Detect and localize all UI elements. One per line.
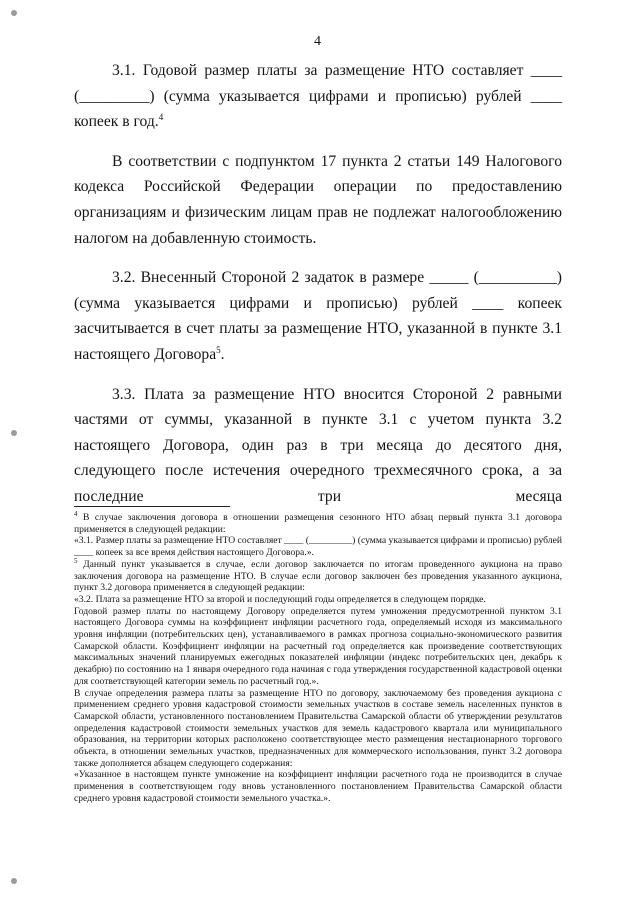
paragraph-3-2-text: 3.2. Внесенный Стороной 2 задаток в размере _____ (__________) (сумма указывается цифрами и прописью) рублей ____ копеек засчитывается в счет платы за размещение НТО, указанной в пункте 3.1 настоящего Договора xyxy=(74,269,562,363)
footnotes xyxy=(74,509,562,805)
footnote-separator xyxy=(74,506,230,507)
footnote-5-quote-2: Годовой размер платы по настоящему Договору определяется путем умножения предусмотренной пунктом 3.1 настоящего Договора суммы на коэффициент инфляции расчетного года, определяемый исходя из максимального уровня инфляции (потребительских цен), устанавливаемого в рамках прогноза социально-экономического развития Самарской области. Коэффициент инфляции на расчетный год определяется как произведение соответствующих максимальных значений планируемых ежегодных показателей инфляции (индекс потребительских цен, декабрь к декабрю) по состоянию на 1 января очередного года начиная с года утверждения государственной кадастровой оценки для соответствующей категории земель по расчетный год.». xyxy=(74,605,562,687)
footnote-5 xyxy=(74,556,562,594)
paragraph-3-2 xyxy=(74,265,562,367)
paragraph-3-2-end: . xyxy=(220,345,225,363)
paragraph-3-1-text: 3.1. Годовой размер платы за размещение НТО составляет ____ (_________) (сумма указывается цифрами и прописью) рублей ____ копеек в год. xyxy=(74,62,562,131)
punch-hole-middle xyxy=(11,430,17,436)
punch-hole-bottom xyxy=(11,878,17,884)
footnote-5-quote-3: В случае определения размера платы за размещение НТО по договору, заключаемому без проведения аукциона с применением среднего уровня кадастровой стоимости земельных участков в составе земель населенных пунктов в Самарской области, установленного постановлением Правительства Самарской области об утверждении результатов определения кадастровой стоимости земельных участков для земель кадастрового квартала или муниципального образования, на территории которых расположено соответствующее место размещения нестационарного торгового объекта, в отношении земельных участков, предназначенных для коммерческого использования, пункт 3.2 договора также дополняется абзацем следующего содержания: xyxy=(74,687,562,769)
paragraph-vat-text: В соответствии с подпунктом 17 пункта 2 статьи 149 Налогового кодекса Российской Федерации операции по предоставлению организациям и физическим лицам прав не подлежат налогообложению налогом на добавленную стоимость. xyxy=(74,152,562,247)
page-number: 4 xyxy=(314,34,321,49)
paragraph-vat xyxy=(74,149,562,251)
footnote-ref-4: 4 xyxy=(158,112,164,122)
footnote-4-quote: «3.1. Размер платы за размещение НТО составляет ____ (_________) (сумма указывается цифрами и прописью) рублей ____ копеек за все время действия настоящего Договора.». xyxy=(74,535,562,559)
paragraph-3-3 xyxy=(74,382,562,510)
paragraph-3-3-text: 3.3. Плата за размещение НТО вносится Стороной 2 равными частями от суммы, указанной в пункте 3.1 с учетом пункта 3.2 настоящего Договора, один раз в три месяца до десятого дня, следующего после истечения очередного трехмесячного срока, а за последние три месяца xyxy=(74,385,562,505)
footnote-4 xyxy=(74,509,562,535)
footnote-4-mark: 4 xyxy=(74,509,78,518)
paragraph-3-1 xyxy=(74,58,562,135)
footnote-5-quote-4: «Указанное в настоящем пункте умножение на коэффициент инфляции расчетного года не производится в случае применения в соответствующем году вновь установленного постановлением Правительства Самарской области среднего уровня кадастровой стоимости земельного участка.». xyxy=(74,769,562,804)
footnote-5-quote-1: «3.2. Плата за размещение НТО за второй и последующий годы определяется в следующем порядке. xyxy=(74,593,486,605)
footnote-ref-5: 5 xyxy=(216,344,221,355)
document-body xyxy=(74,58,562,524)
footnote-5-text: Данный пункт указывается в случае, если договор заключается по итогам проведенного аукциона на право заключения договора на размещение НТО. В случае если договор заключен без проведения указанного аукциона, пункт 3.2 договора применяется в следующей редакции: xyxy=(74,558,562,594)
footnote-5-mark: 5 xyxy=(74,556,78,565)
punch-hole-top xyxy=(11,10,17,16)
footnote-4-text: В случае заключения договора в отношении размещения сезонного НТО абзац первый пункта 3.1 договора применяется в следующей редакции: xyxy=(74,512,562,535)
